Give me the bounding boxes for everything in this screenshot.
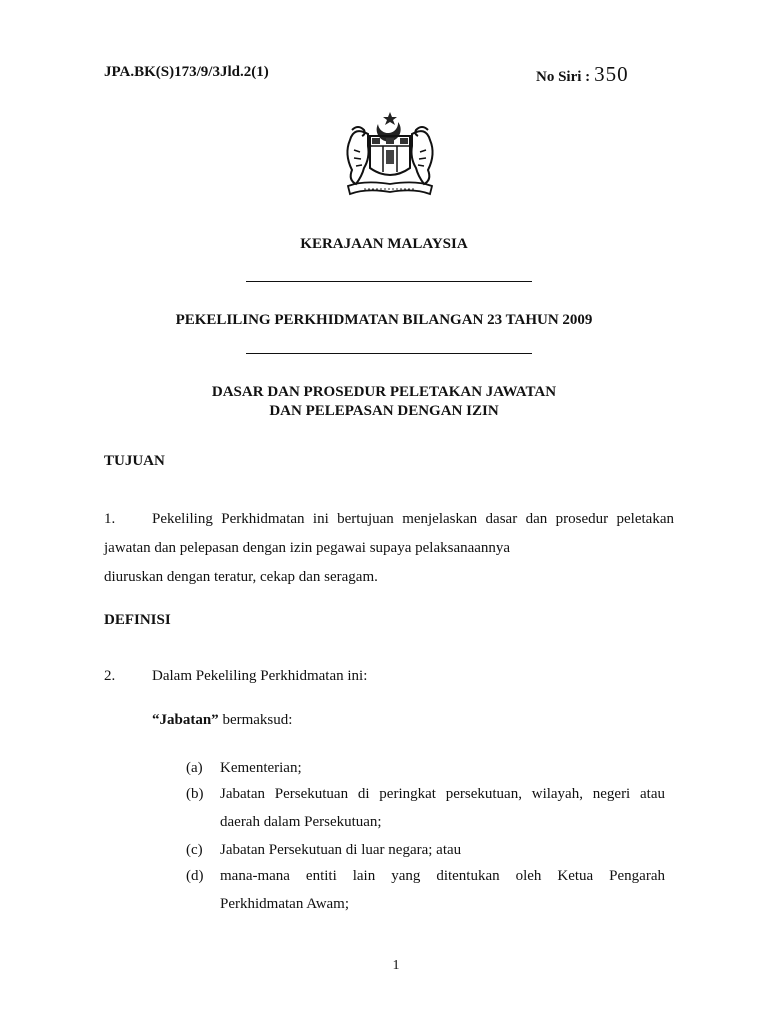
list-item-text: Jabatan Persekutuan di luar negara; atau	[220, 842, 462, 858]
paragraph-2-intro: Dalam Pekeliling Perkhidmatan ini:	[152, 668, 368, 684]
paragraph-number: 2.	[104, 668, 116, 684]
list-item	[186, 836, 665, 864]
paragraph-text-end: diuruskan dengan teratur, cekap dan seragam.	[104, 569, 378, 585]
list-item-label: (d)	[186, 868, 204, 884]
title-divider	[246, 281, 532, 282]
list-item-text: mana-mana entiti lain yang ditentukan oleh Ketua Pengarah Perkhidmatan Awam;	[220, 868, 665, 912]
paragraph-1	[104, 505, 674, 592]
definition-term	[152, 712, 292, 729]
subject-title	[0, 383, 768, 421]
serial-number	[536, 62, 629, 87]
term-jabatan: “Jabatan”	[152, 712, 219, 728]
list-item-label: (a)	[186, 760, 203, 776]
reference-number: JPA.BK(S)173/9/3Jld.2(1)	[104, 64, 269, 80]
page-number: 1	[392, 958, 400, 973]
list-item-label: (c)	[186, 842, 203, 858]
serial-value: 350	[594, 62, 629, 86]
coat-of-arms-icon	[334, 110, 446, 198]
list-item-text: Jabatan Persekutuan di peringkat persekutuan, wilayah, negeri atau daerah dalam Persekutuan;	[220, 786, 665, 830]
subject-line-2: DAN PELEPASAN DENGAN IZIN	[269, 403, 499, 419]
list-item-label: (b)	[186, 786, 204, 802]
list-item	[186, 780, 665, 836]
term-suffix: bermaksud:	[218, 712, 293, 728]
subject-line-1: DASAR DAN PROSEDUR PELETAKAN JAWATAN	[211, 384, 557, 400]
list-item-text: Kementerian;	[220, 760, 302, 776]
government-title: KERAJAAN MALAYSIA	[300, 236, 468, 252]
paragraph-text: Pekeliling Perkhidmatan ini bertujuan menjelaskan dasar dan prosedur peletakan jawatan dan pelepasan dengan izin pegawai supaya pelaksanaannya	[104, 511, 674, 556]
section-heading-definisi: DEFINISI	[104, 612, 171, 628]
section-heading-tujuan: TUJUAN	[104, 453, 165, 469]
list-item	[186, 862, 665, 918]
list-item	[186, 754, 665, 782]
paragraph-number: 1.	[104, 511, 116, 527]
serial-label: No Siri :	[536, 69, 591, 85]
title-divider	[246, 353, 532, 354]
circular-title: PEKELILING PERKHIDMATAN BILANGAN 23 TAHUN 2009	[175, 312, 593, 328]
